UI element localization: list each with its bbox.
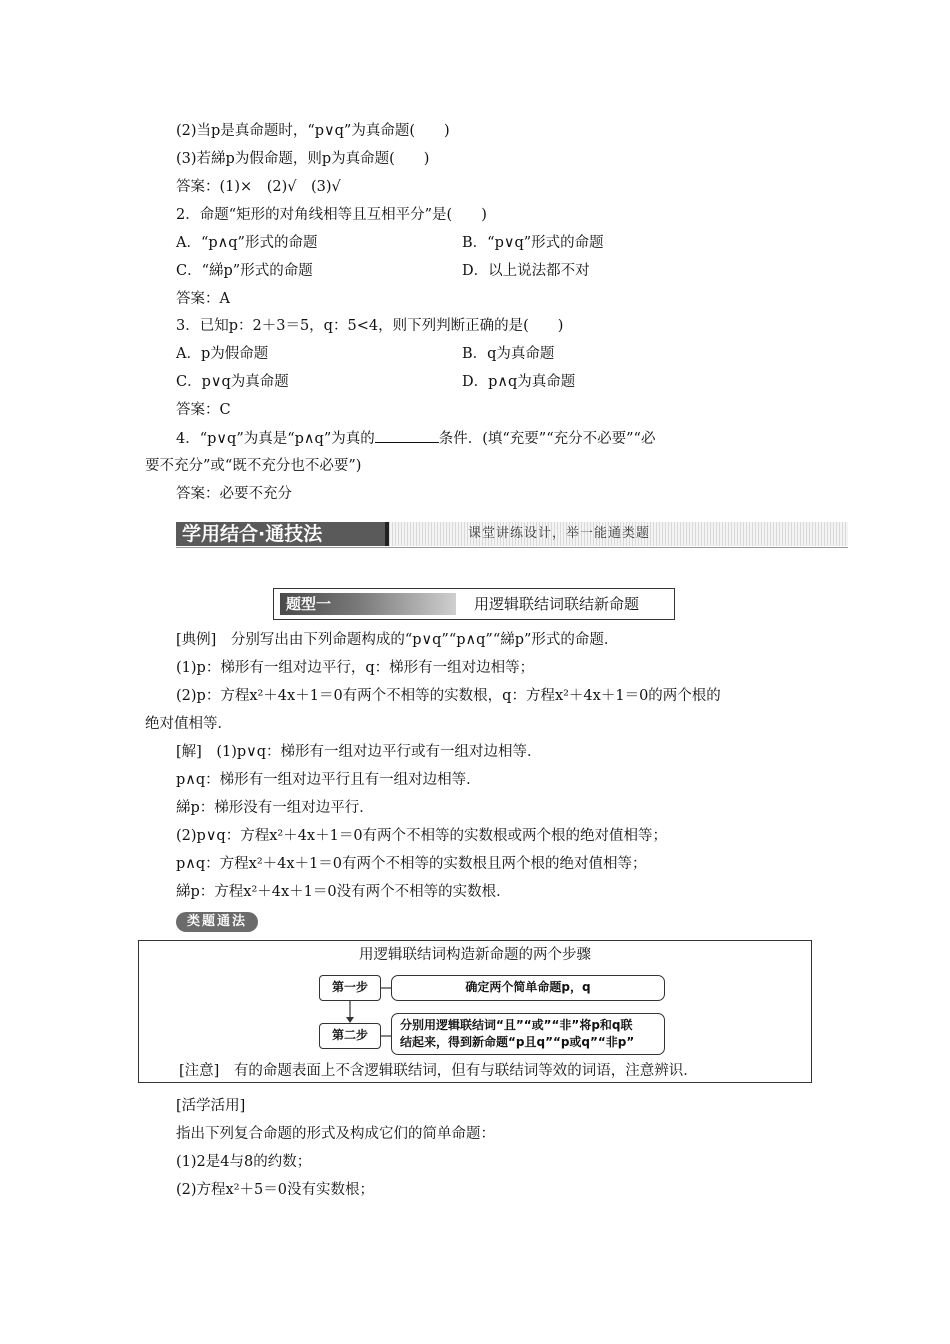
question-4-start: 4．“p∨q”为真是“p∧q”为真的 bbox=[176, 431, 375, 447]
example-line: (2)p：方程x²＋4x＋1＝0有两个不相等的实数根，q：方程x²＋4x＋1＝0的两个根的 bbox=[176, 688, 721, 704]
step-1-text: 确定两个简单命题p，q bbox=[465, 980, 591, 994]
solution-line: (2)p∨q：方程x²＋4x＋1＝0有两个不相等的实数根或两个根的绝对值相等； bbox=[176, 828, 668, 844]
option-d: D．p∧q为真命题 bbox=[462, 374, 576, 390]
option-b: B．“p∨q”形式的命题 bbox=[462, 235, 604, 251]
example-intro: [典例] 分别写出由下列命题构成的“p∨q”“p∧q”“綈p”形式的命题． bbox=[176, 632, 619, 648]
step-1-box bbox=[391, 975, 665, 1001]
solution-line: [解] (1)p∨q：梯形有一组对边平行或有一组对边相等． bbox=[176, 744, 542, 760]
example-line: 绝对值相等． bbox=[145, 716, 232, 732]
solution-line: 綈p：方程x²＋4x＋1＝0没有两个不相等的实数根． bbox=[176, 884, 511, 900]
option-d: D．以上说法都不对 bbox=[462, 263, 590, 279]
option-b: B．q为真命题 bbox=[462, 346, 555, 362]
solution-line: p∧q：梯形有一组对边平行且有一组对边相等． bbox=[176, 772, 481, 788]
section-banner bbox=[176, 520, 848, 548]
option-c: C．p∨q为真命题 bbox=[176, 374, 289, 390]
question-4-end: 条件．(填“充要”“充分不必要”“必 bbox=[438, 431, 656, 447]
banner-divider bbox=[176, 547, 848, 548]
option-a: A．“p∧q”形式的命题 bbox=[176, 235, 318, 251]
question-2: 2．命题“矩形的对角线相等且互相平分”是( ) bbox=[176, 207, 487, 223]
fill-blank bbox=[375, 428, 439, 443]
method-frame bbox=[138, 940, 812, 1083]
step-2-text: 分别用逻辑联结词“且”“或”“非”将p和q联 bbox=[400, 1018, 633, 1032]
answer-line: 答案：必要不充分 bbox=[176, 486, 292, 502]
step-2-text-cont: 结起来，得到新命题“p且q”“p或q”“非p” bbox=[400, 1035, 635, 1049]
example-line: (1)p：梯形有一组对边平行，q：梯形有一组对边相等； bbox=[176, 660, 535, 676]
answer-line: 答案：A bbox=[176, 291, 230, 307]
solution-line: p∧q：方程x²＋4x＋1＝0有两个不相等的实数根且两个根的绝对值相等； bbox=[176, 856, 647, 872]
banner-subtitle: 课堂讲练设计，举一能通类题 bbox=[468, 526, 651, 541]
method-note: [注意] 有的命题表面上不含逻辑联结词，但有与联结词等效的词语，注意辨识． bbox=[179, 1063, 698, 1079]
exercise-line: (3)若綈p为假命题，则p为真命题( ) bbox=[176, 151, 430, 167]
answer-line: 答案：(1)× (2)√ (3)√ bbox=[176, 179, 341, 195]
question-3: 3．已知p：2＋3＝5，q：5<4，则下列判断正确的是( ) bbox=[176, 318, 564, 334]
method-pill: 类题通法 bbox=[176, 912, 258, 932]
practice-line: 指出下列复合命题的形式及构成它们的简单命题： bbox=[176, 1126, 495, 1142]
topic-box bbox=[273, 588, 675, 620]
option-c: C．“綈p”形式的命题 bbox=[176, 263, 313, 279]
topic-title: 用逻辑联结词联结新命题 bbox=[474, 595, 640, 613]
option-a: A．p为假命题 bbox=[176, 346, 269, 362]
question-4 bbox=[176, 428, 655, 449]
practice-line: (2)方程x²＋5＝0没有实数根； bbox=[176, 1182, 374, 1198]
question-4-cont: 要不充分”或“既不充分也不必要”) bbox=[145, 458, 362, 474]
topic-tag bbox=[280, 593, 456, 615]
step-2-label: 第二步 bbox=[319, 1023, 381, 1049]
method-title: 用逻辑联结词构造新命题的两个步骤 bbox=[359, 947, 591, 963]
answer-line: 答案：C bbox=[176, 402, 231, 418]
practice-line: (1)2是4与8的约数； bbox=[176, 1154, 312, 1170]
step-2-box bbox=[391, 1013, 665, 1055]
solution-line: 綈p：梯形没有一组对边平行． bbox=[176, 800, 374, 816]
step-1-label: 第一步 bbox=[319, 975, 381, 1001]
exercise-line: (2)当p是真命题时，“p∨q”为真命题( ) bbox=[176, 123, 450, 139]
topic-tag-label: 题型一 bbox=[286, 595, 332, 613]
practice-heading: [活学活用] bbox=[176, 1098, 246, 1114]
banner-title: 学用结合·通技法 bbox=[176, 522, 389, 546]
